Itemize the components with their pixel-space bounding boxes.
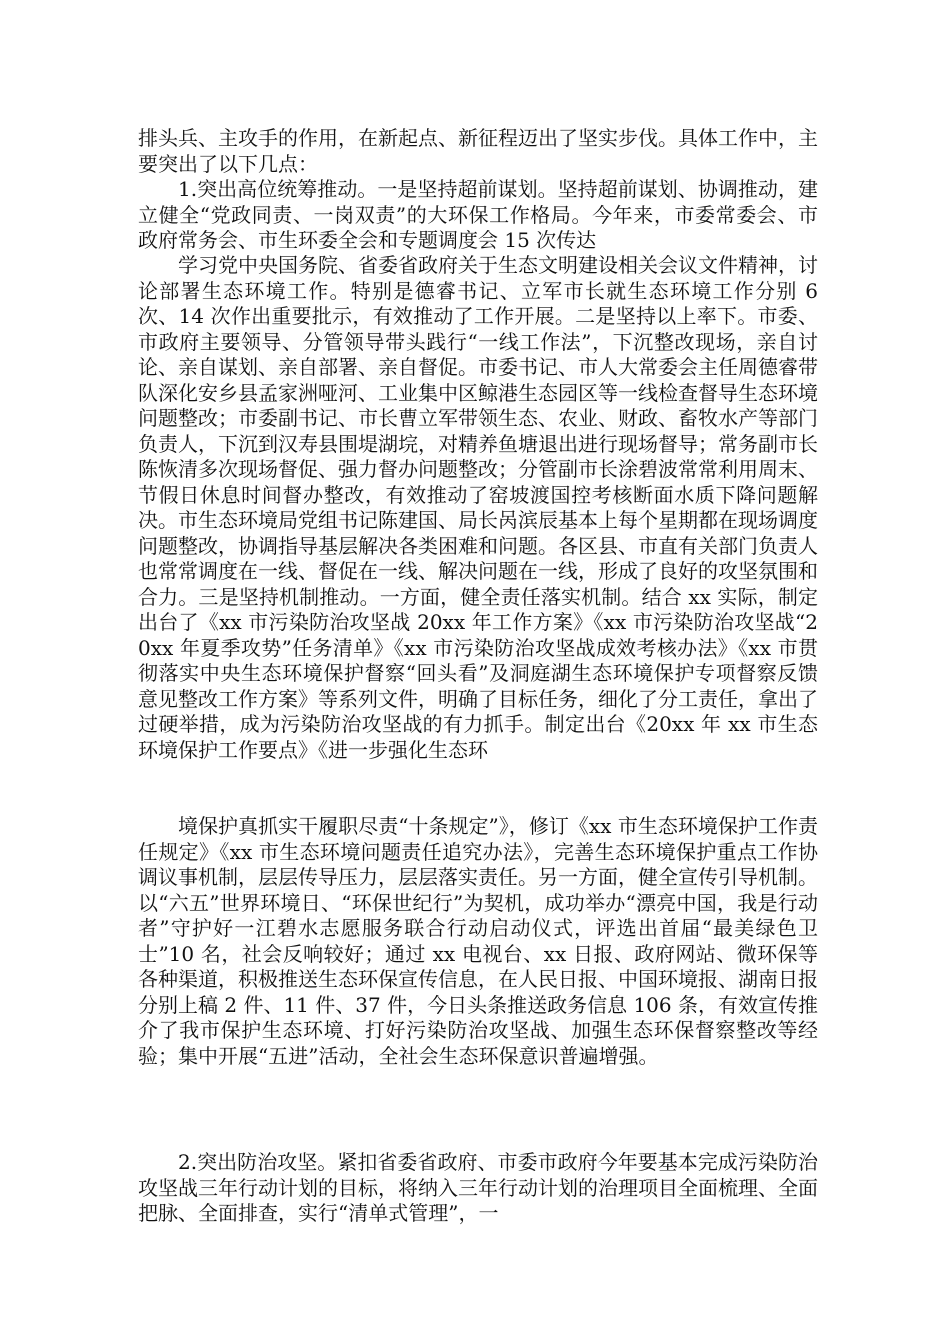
paragraph: 1.突出高位统筹推动。一是坚持超前谋划。坚持超前谋划、协调推动，建立健全“党政同责、一岗双责”的大环保工作格局。今年来，市委常委会、市政府常务会、市生环委全会和专题调度会 15 次传达: [138, 177, 818, 252]
paragraph: 排头兵、主攻手的作用，在新起点、新征程迈出了坚实步伐。具体工作中，主要突出了以下几点：: [138, 126, 818, 176]
paragraph: 2.突出防治攻坚。紧扣省委省政府、市委市政府今年要基本完成污染防治攻坚战三年行动计划的目标，将纳入三年行动计划的治理项目全面梳理、全面把脉、全面排查，实行“清单式管理”，一: [138, 1150, 818, 1225]
text-block-3: [138, 814, 818, 1069]
paragraph: 学习党中央国务院、省委省政府关于生态文明建设相关会议文件精神，讨论部署生态环境工作。特别是德睿书记、立军市长就生态环境工作分别 6 次、14 次作出重要批示，有效推动了工作开展。二是坚持以上率下。市委、市政府主要领导、分管领导带头践行“一线工作法”，下沉整改现场，亲自讨论、亲自谋划、亲自部署、亲自督促。市委书记、市人大常委会主任周德睿带队深化安乡县孟家洲哑河、工业集中区鲸港生态园区等一线检查督导生态环境问题整改；市委副书记、市长曹立军带领生态、农业、财政、畜牧水产等部门负责人，下沉到汉寿县围堤湖垸，对精养鱼塘退出进行现场督导；常务副市长陈恢清多次现场督促、强力督办问题整改；分管副市长涂碧波常常利用周末、节假日休息时间督办整改，有效推动了窑坡渡国控考核断面水质下降问题解决。市生态环境局党组书记陈建国、局长呙滨辰基本上每个星期都在现场调度问题整改，协调指导基层解决各类困难和问题。各区县、市直有关部门负责人也常常调度在一线、督促在一线、解决问题在一线，形成了良好的攻坚氛围和合力。三是坚持机制推动。一方面，健全责任落实机制。结合 xx 实际，制定出台了《xx 市污染防治攻坚战 20xx 年工作方案》《xx 市污染防治攻坚战“20xx 年夏季攻势”任务清单》《xx 市污染防治攻坚战成效考核办法》《xx 市贯彻落实中央生态环境保护督察“回头看”及洞庭湖生态环境保护专项督察反馈意见整改工作方案》等系列文件，明确了目标任务，细化了分工责任，拿出了过硬举措，成为污染防治攻坚战的有力抓手。制定出台《20xx 年 xx 市生态环境保护工作要点》《进一步强化生态环: [138, 253, 818, 762]
text-block-4: [138, 1150, 818, 1227]
text-block-2: [138, 253, 818, 763]
text-block-1: [138, 126, 818, 254]
paragraph: 境保护真抓实干履职尽责“十条规定”》，修订《xx 市生态环境保护工作责任规定》《xx 市生态环境问题责任追究办法》，完善生态环境保护重点工作协调议事机制，层层传导压力，层层落实责任。另一方面，健全宣传引导机制。以“六五”世界环境日、“环保世纪行”为契机，成功举办“漂亮中国，我是行动者”守护好一江碧水志愿服务联合行动启动仪式，评选出首届“最美绿色卫士”10 名，社会反响较好；通过 xx 电视台、xx 日报、政府网站、微环保等各种渠道，积极推送生态环保宣传信息，在人民日报、中国环境报、湖南日报分别上稿 2 件、11 件、37 件，今日头条推送政务信息 106 条，有效宣传推介了我市保护生态环境、打好污染防治攻坚战、加强生态环保督察整改等经验；集中开展“五进”活动，全社会生态环保意识普遍增强。: [138, 814, 818, 1068]
